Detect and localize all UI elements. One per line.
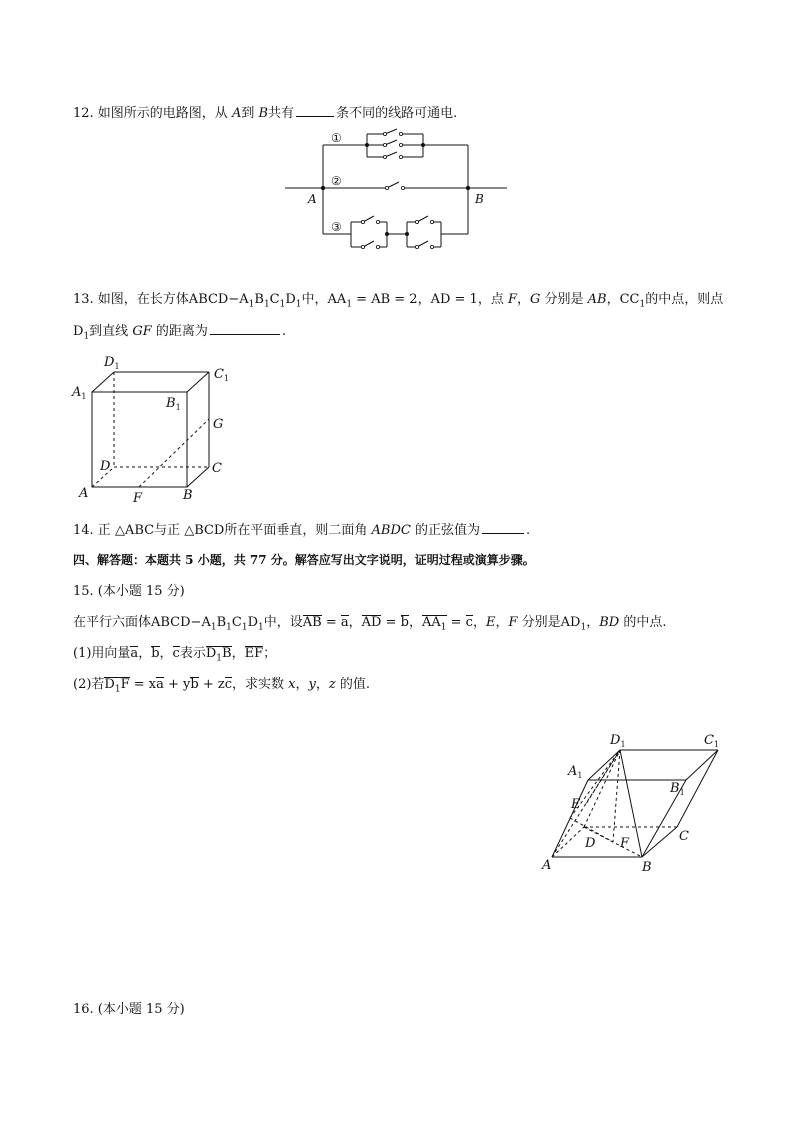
pp-label-E: E [571,797,581,812]
circuit-label-3: ③ [331,220,342,234]
cuboid-label-C: C [212,461,222,476]
q13-text-line1: 13. 如图，在长方体$ABCD-A_1B_1C_1D_1$中，$AA_1$ = AB = 2，AD = 1，点 F，G 分别是 AB，$CC_1$的中点，则点 [73,292,724,310]
cuboid-label-G: G [213,417,224,432]
pp-label-C1: $C_1$ [704,733,720,749]
q12-text: 12. 如图所示的电路图，从 A到 B共有 条不同的线路可通电. [73,106,458,121]
section-header: 四、解答题：本题共 5 小题，共 77 分。解答应写出文字说明，证明过程或演算步骤。 [73,553,535,567]
pp-label-B1: $B_1$ [670,781,685,797]
q13-text-line2: $D_1$到直线 GF 的距离为 . [73,324,286,342]
q15-part2: (2)若$D_1F$ = xa + yb + zc，求实数 x，y，z 的值. [73,676,370,699]
cuboid-label-A1: $A_1$ [72,385,87,401]
pp-label-A1: $A_1$ [568,764,583,780]
pp-label-F: F [620,836,630,851]
circuit-label-B: B [475,192,484,206]
answer-blank [210,322,280,335]
q15-stem: 在平行六面体$ABCD-A_1B_1C_1D_1$中，设AB = a，AD = b，$AA_1 = c$，E，F 分别是$AD_1$，BD 的中点. [73,614,666,637]
cuboid-figure [70,352,240,507]
circuit-label-A: A [308,192,317,206]
cuboid-label-B1: $B_1$ [166,396,181,412]
cuboid-label-C1: $C_1$ [214,367,230,383]
cuboid-label-D1: $D_1$ [104,355,120,371]
q14-text: 14. 正 △ABC与正 △BCD所在平面垂直，则二面角 ABDC 的正弦值为 . [73,523,531,538]
answer-blank [482,521,524,534]
pp-label-C: C [679,829,689,844]
cuboid-label-B: B [183,488,193,503]
pp-label-D: D [585,836,596,851]
pp-label-A: A [542,858,552,873]
pp-label-D1: $D_1$ [610,733,626,749]
q16-title: 16. (本小题 15 分) [73,1002,185,1017]
q15-title: 15. (本小题 15 分) [73,584,185,599]
pp-label-B: B [642,860,652,875]
circuit-label-2: ② [331,174,342,188]
cuboid-label-D: D [100,459,111,474]
cuboid-label-F: F [133,491,143,506]
cuboid-label-A: A [79,486,89,501]
answer-blank [296,104,334,117]
q15-part1: (1)用向量a，b，c表示$D_1B$，EF； [73,645,276,668]
parallelepiped-figure [540,730,740,880]
circuit-diagram [285,125,515,260]
circuit-label-1: ① [331,131,342,145]
